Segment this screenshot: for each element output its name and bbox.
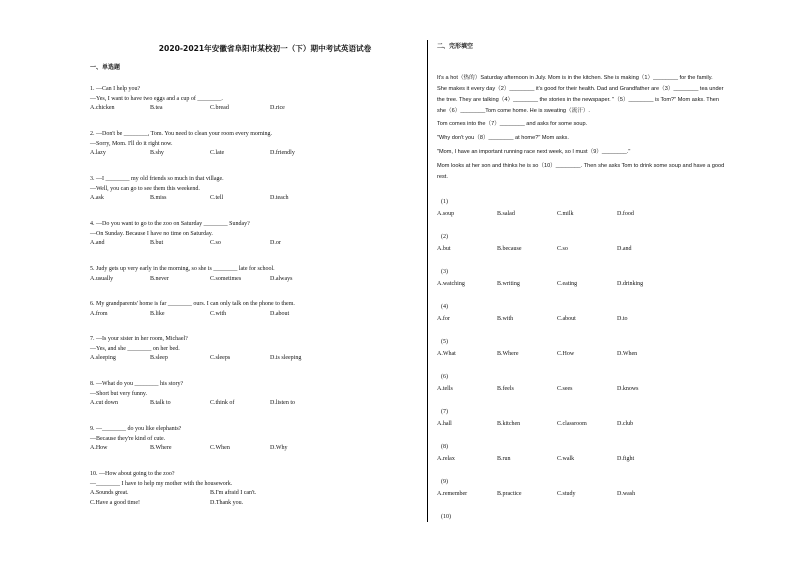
answer-option: D.club bbox=[617, 421, 634, 427]
answer-option: D.and bbox=[617, 246, 632, 252]
question-stem-line: —________ I have to help my mother with the housework. bbox=[90, 480, 233, 487]
question-stem-line: —Because they're kind of cute. bbox=[90, 435, 166, 442]
answer-option: A.but bbox=[437, 246, 451, 252]
answer-option: C.study bbox=[557, 491, 576, 497]
answer-option: B.run bbox=[497, 456, 511, 462]
answer-option: B.sleep bbox=[150, 355, 168, 361]
section-title-cloze: 二、完形填空 bbox=[437, 43, 474, 50]
question-stem-line: —Sorry, Mom. I'll do it right now. bbox=[90, 140, 173, 147]
answer-option: D.listen to bbox=[270, 400, 295, 406]
passage-line: Tom comes into the（7）________ and asks for some soup. bbox=[437, 121, 588, 127]
answer-option: D.about bbox=[270, 310, 290, 317]
answer-option: B.talk to bbox=[150, 400, 171, 406]
answer-option: C.eating bbox=[557, 281, 578, 287]
answer-option: A.from bbox=[90, 310, 108, 317]
answer-option: C.so bbox=[210, 240, 221, 246]
answer-option: D.food bbox=[617, 211, 634, 217]
question-number: (1) bbox=[441, 199, 448, 205]
answer-option: C.walk bbox=[557, 456, 575, 462]
answer-option: A.lazy bbox=[90, 150, 106, 156]
answer-option: D.is sleeping bbox=[270, 355, 302, 361]
question-stem-line: —Yes, and she ________ on her bed. bbox=[90, 345, 180, 352]
passage-line: Mom looks at her son and thinks he is so（10）________. Then she asks Tom to drink some soup and have a good bbox=[437, 163, 725, 169]
answer-option: B.kitchen bbox=[497, 421, 521, 427]
answer-option: A.cut down bbox=[90, 400, 118, 406]
exam-title: 2020-2021年安徽省阜阳市某校初一（下）期中考试英语试卷 bbox=[158, 44, 372, 53]
question-stem-line: —Well, you can go to see them this weekend. bbox=[90, 185, 200, 192]
question-stem-line: 8. —What do you ________ his story? bbox=[90, 381, 184, 387]
answer-option: A.What bbox=[437, 351, 456, 357]
passage-line: "Mom, I have an important running race next week, so I must（9）________." bbox=[437, 149, 631, 155]
answer-option: B.Where bbox=[497, 351, 519, 357]
answer-option: A.and bbox=[90, 240, 105, 246]
question-stem-line: 4. —Do you want to go to the zoo on Saturday ________ Sunday? bbox=[90, 221, 250, 227]
column-divider bbox=[427, 40, 428, 522]
answer-option: D.Thank you. bbox=[210, 499, 244, 506]
answer-option: B.salad bbox=[497, 211, 515, 217]
question-stem-line: 7. —Is your sister in her room, Michael? bbox=[90, 336, 188, 342]
passage-line: rest. bbox=[437, 174, 448, 180]
answer-option: D.always bbox=[270, 275, 293, 282]
answer-option: A.chicken bbox=[90, 105, 115, 111]
answer-option: D.friendly bbox=[270, 150, 295, 156]
answer-option: D.teach bbox=[270, 195, 289, 201]
answer-option: D.Why bbox=[270, 445, 288, 451]
answer-option: D.wash bbox=[617, 491, 636, 497]
answer-option: A.sleeping bbox=[90, 355, 116, 361]
answer-option: C.When bbox=[210, 445, 230, 451]
answer-option: B.writing bbox=[497, 281, 520, 287]
section-title-single-choice: 一、单选题 bbox=[90, 64, 121, 71]
answer-option: A.remember bbox=[437, 491, 468, 497]
passage-line: It's a hot（热的）Saturday afternoon in July. Mom is in the kitchen. She is making（1）________ for the family. bbox=[437, 75, 713, 81]
answer-option: C.think of bbox=[210, 400, 235, 406]
question-stem-line: 6. My grandparents' home is far ________ ours. I can only talk on the phone to them. bbox=[90, 301, 295, 307]
answer-option: C.tell bbox=[210, 195, 224, 201]
question-number: (3) bbox=[441, 269, 448, 275]
question-stem-line: 2. —Don't be ________, Tom. You need to clean your room every morning. bbox=[90, 131, 273, 137]
answer-option: B.feels bbox=[497, 386, 514, 392]
answer-option: C.milk bbox=[557, 211, 574, 217]
answer-option: D.or bbox=[270, 240, 281, 246]
question-stem-line: —Yes, I want to have two eggs and a cup of ________. bbox=[90, 95, 223, 102]
answer-option: A.soup bbox=[437, 211, 455, 217]
answer-option: D.knows bbox=[617, 386, 639, 392]
answer-option: C.sometimes bbox=[210, 275, 242, 282]
answer-option: A.Sounds great. bbox=[90, 490, 129, 496]
answer-option: B.never bbox=[150, 275, 169, 282]
answer-option: A.watching bbox=[437, 281, 465, 287]
answer-option: C.classroom bbox=[557, 421, 587, 427]
question-number: (6) bbox=[441, 374, 448, 380]
answer-option: A.for bbox=[437, 316, 450, 322]
question-number: (5) bbox=[441, 339, 448, 345]
question-stem-line: 1. —Can I help you? bbox=[90, 86, 141, 92]
answer-option: B.with bbox=[497, 316, 514, 322]
answer-option: C.about bbox=[557, 316, 576, 322]
question-stem-line: 9. —________ do you like elephants? bbox=[90, 426, 182, 432]
answer-option: B.miss bbox=[150, 195, 167, 201]
passage-line: She makes it every day（2）________ it's good for their health. Dad and Grandfather are（3）________ tea under bbox=[437, 86, 724, 92]
answer-option: D.drinking bbox=[617, 281, 644, 287]
question-number: (10) bbox=[441, 514, 451, 520]
answer-option: A.tells bbox=[437, 386, 453, 392]
answer-option: D.to bbox=[617, 316, 628, 322]
question-number: (7) bbox=[441, 409, 448, 415]
passage-line: the tree. They are talking（4）________ the stories in the newspaper. "（5）________ is Tom?" Mom asks. Then bbox=[437, 97, 719, 103]
answer-option: A.relax bbox=[437, 456, 455, 462]
answer-option: B.tea bbox=[150, 105, 163, 111]
answer-option: A.ask bbox=[90, 195, 104, 201]
passage-line: "Why don't you（8）________ at home?" Mom asks. bbox=[437, 135, 569, 141]
answer-option: C.late bbox=[210, 150, 225, 156]
answer-option: A.usually bbox=[90, 275, 114, 282]
question-stem-line: 3. —I ________ my old friends so much in that village. bbox=[90, 176, 224, 182]
answer-option: A.hall bbox=[437, 421, 452, 427]
answer-option: B.practice bbox=[497, 491, 522, 497]
answer-option: B.shy bbox=[150, 150, 164, 156]
answer-option: D.rice bbox=[270, 105, 285, 111]
question-stem-line: —Short but very funny. bbox=[90, 390, 147, 397]
answer-option: C.bread bbox=[210, 105, 229, 111]
answer-option: C.sleeps bbox=[210, 355, 231, 361]
answer-option: A.How bbox=[90, 445, 108, 451]
answer-option: D.When bbox=[617, 351, 638, 357]
answer-option: C.How bbox=[557, 351, 575, 357]
answer-option: B.Where bbox=[150, 445, 172, 451]
question-number: (2) bbox=[441, 234, 448, 240]
answer-option: B.I'm afraid I can't. bbox=[210, 490, 257, 496]
question-number: (9) bbox=[441, 479, 448, 485]
passage-line: she（6）________Tom come home. He is sweating（流汗）. bbox=[437, 108, 590, 114]
answer-option: B.like bbox=[150, 310, 165, 317]
question-stem-line: 10. —How about going to the zoo? bbox=[90, 471, 175, 477]
answer-option: B.because bbox=[497, 246, 522, 252]
question-stem-line: —On Sunday. Because I have no time on Saturday. bbox=[90, 230, 213, 237]
answer-option: C.so bbox=[557, 246, 568, 252]
question-number: (8) bbox=[441, 444, 448, 450]
question-number: (4) bbox=[441, 304, 448, 310]
answer-option: C.sees bbox=[557, 386, 573, 392]
answer-option: C.Have a good time! bbox=[90, 499, 140, 506]
answer-option: D.fight bbox=[617, 456, 635, 462]
answer-option: C.with bbox=[210, 310, 227, 317]
question-stem-line: 5. Judy gets up very early in the morning, so she is ________ late for school. bbox=[90, 266, 275, 272]
answer-option: B.but bbox=[150, 240, 164, 246]
